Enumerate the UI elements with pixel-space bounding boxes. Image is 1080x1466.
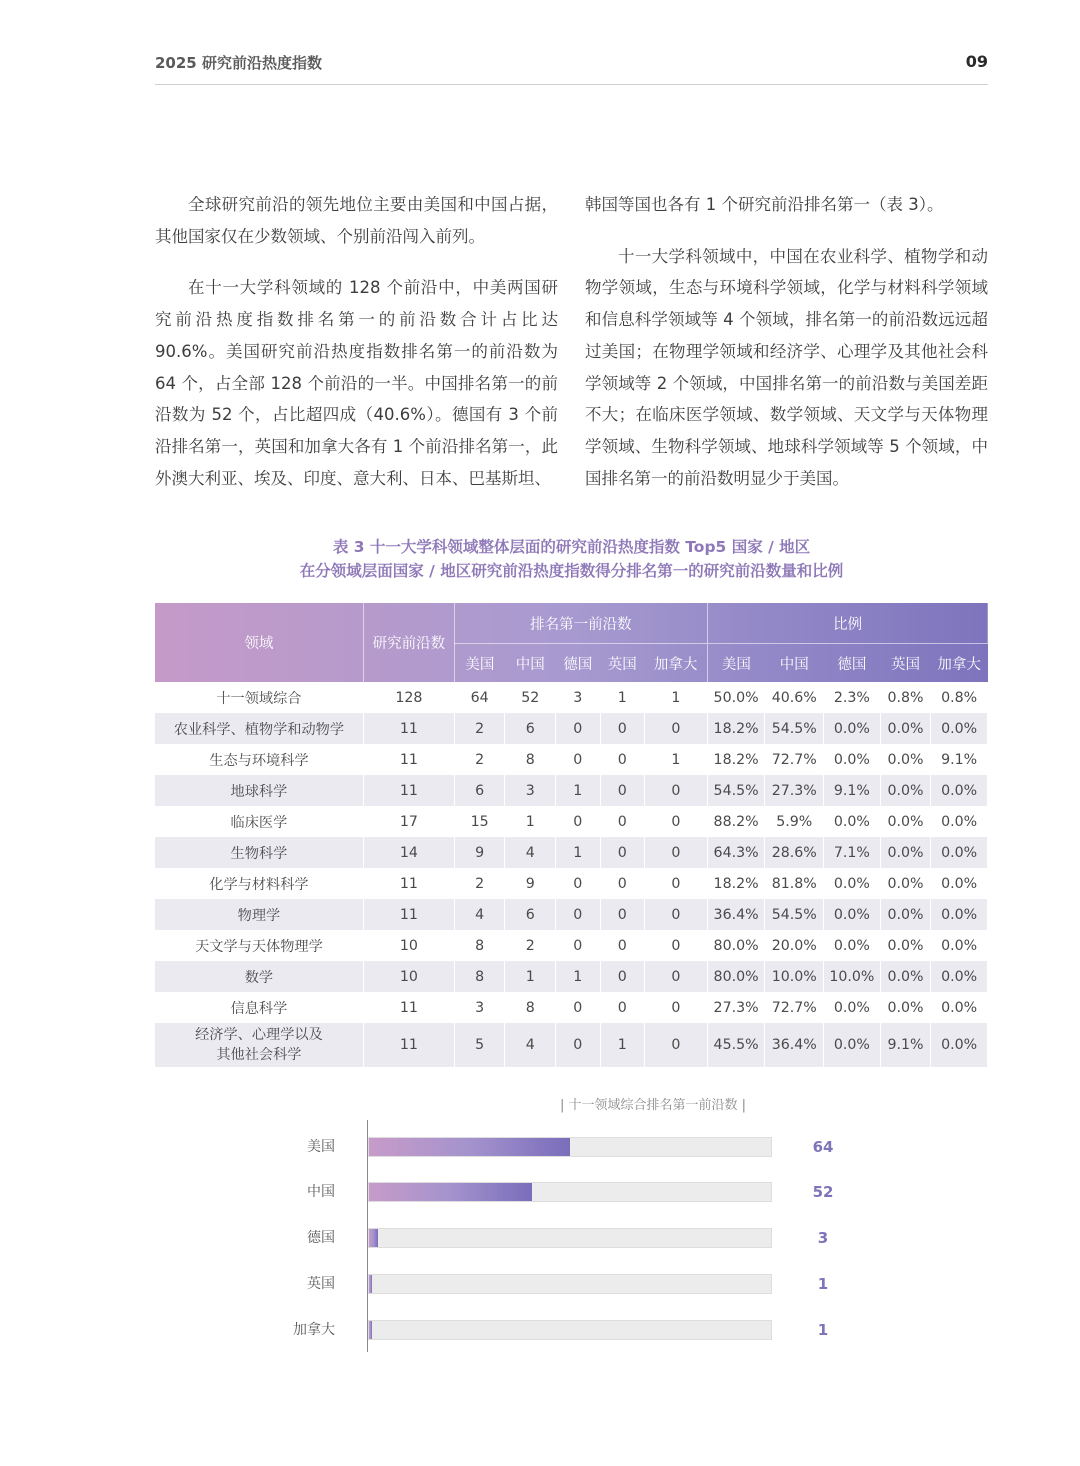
ratio-cell: 0.0% [931, 899, 988, 930]
ratio-cell: 0.0% [880, 961, 931, 992]
bar-track [368, 1228, 772, 1248]
header-country: 中国 [765, 644, 824, 683]
total-cell: 14 [363, 837, 454, 868]
table-row [155, 868, 988, 899]
ratio-cell: 80.0% [707, 930, 765, 961]
ratio-cell: 0.0% [880, 744, 931, 775]
count-cell: 1 [505, 806, 556, 837]
chart-title: | 十一领域综合排名第一前沿数 | [560, 1098, 747, 1113]
bar-category-label: 中国 [307, 1184, 335, 1200]
count-cell: 0 [556, 930, 601, 961]
bar [369, 1321, 372, 1339]
bar-row [0, 1182, 1080, 1202]
count-cell: 0 [645, 961, 708, 992]
ratio-cell: 9.1% [880, 1023, 931, 1067]
count-cell: 1 [645, 744, 708, 775]
ratio-cell: 0.0% [880, 899, 931, 930]
paragraph: 在十一大学科领域的 128 个前沿中，中美两国研究前沿热度指数排名第一的前沿数合计占比达 90.6%。美国研究前沿热度指数排名第一的前沿数为 64 个，占全部 128 个前沿的一半。中国排名第一的前沿数为 52 个，占比超四成（40.6%）。德国有 3 个前沿排名第一，英国和加拿大各有 1 个前沿排名第一，此外澳大利亚、埃及、印度、意大利、日本、巴基斯坦、 [155, 278, 558, 488]
total-cell: 11 [363, 1023, 454, 1067]
ratio-cell: 50.0% [707, 682, 765, 713]
table-row [155, 682, 988, 713]
bar-value-label: 1 [817, 1321, 829, 1339]
ratio-cell: 18.2% [707, 744, 765, 775]
count-cell: 8 [454, 961, 505, 992]
count-cell: 0 [556, 899, 601, 930]
count-cell: 0 [600, 868, 645, 899]
ratio-cell: 0.0% [880, 837, 931, 868]
bar-value-label: 3 [817, 1229, 829, 1247]
count-cell: 0 [556, 992, 601, 1023]
total-cell: 11 [363, 899, 454, 930]
field-cell: 化学与材料科学 [155, 868, 363, 899]
total-cell: 11 [363, 713, 454, 744]
bar-track [368, 1274, 772, 1294]
ratio-cell: 0.0% [880, 930, 931, 961]
ratio-cell: 0.0% [931, 930, 988, 961]
count-cell: 1 [556, 961, 601, 992]
field-cell: 经济学、心理学以及 其他社会科学 [155, 1023, 363, 1067]
total-cell: 11 [363, 992, 454, 1023]
paragraph: 全球研究前沿的领先地位主要由美国和中国占据，其他国家仅在少数领域、个别前沿闯入前列。 [155, 195, 558, 246]
paragraph: 十一大学科领域中，中国在农业科学、植物学和动物学领域，生态与环境科学领域，化学与材料科学领域和信息科学领域等 4 个领域，排名第一的前沿数远远超过美国；在物理学领域和经济学、心理学及其他社会科学领域等 2 个领域，中国排名第一的前沿数与美国差距不大；在临床医学领域、数学领域、天文学与天体物理学领域、生物科学领域、地球科学领域等 5 个领域，中国排名第一的前沿数明显少于美国。 [585, 246, 988, 488]
report-title: 2025 研究前沿热度指数 [155, 54, 322, 72]
count-cell: 2 [454, 713, 505, 744]
count-cell: 2 [505, 930, 556, 961]
count-cell: 1 [556, 775, 601, 806]
header-group-ratio: 比例 [833, 616, 863, 633]
count-cell: 0 [645, 1023, 708, 1067]
ratio-cell: 0.0% [880, 713, 931, 744]
count-cell: 0 [600, 713, 645, 744]
bar-category-label: 德国 [307, 1230, 335, 1246]
ratio-cell: 7.1% [824, 837, 881, 868]
ratio-cell: 0.0% [824, 899, 881, 930]
count-cell: 8 [505, 744, 556, 775]
bar-category-label: 加拿大 [293, 1322, 335, 1338]
paragraph: 韩国等国也各有 1 个研究前沿排名第一（表 3）。 [585, 195, 944, 214]
header-count: 研究前沿数 [363, 603, 454, 682]
table-row [155, 837, 988, 868]
total-cell: 11 [363, 868, 454, 899]
count-cell: 1 [600, 1023, 645, 1067]
count-cell: 1 [645, 682, 708, 713]
table-caption [155, 535, 988, 583]
header-country: 英国 [600, 644, 645, 683]
count-cell: 0 [645, 775, 708, 806]
header-country: 中国 [505, 644, 556, 683]
count-cell: 0 [600, 744, 645, 775]
ratio-cell: 0.0% [824, 806, 881, 837]
body-column-left [155, 189, 558, 514]
table-caption-line: 表 3 十一大学科领域整体层面的研究前沿热度指数 Top5 国家 / 地区 [332, 538, 811, 556]
count-cell: 0 [645, 868, 708, 899]
field-cell: 生态与环境科学 [155, 744, 363, 775]
bar [369, 1183, 532, 1201]
header-country: 加拿大 [931, 644, 988, 683]
header-country: 德国 [556, 644, 601, 683]
header-country: 加拿大 [645, 644, 708, 683]
count-cell: 0 [600, 775, 645, 806]
header-country: 美国 [454, 644, 505, 683]
header-country: 德国 [824, 644, 881, 683]
count-cell: 0 [556, 744, 601, 775]
count-cell: 1 [556, 837, 601, 868]
field-cell: 农业科学、植物学和动物学 [155, 713, 363, 744]
field-cell: 十一领域综合 [155, 682, 363, 713]
ratio-cell: 20.0% [765, 930, 824, 961]
count-cell: 4 [454, 899, 505, 930]
count-cell: 0 [556, 806, 601, 837]
count-cell: 0 [645, 992, 708, 1023]
bar-track [368, 1137, 772, 1157]
count-cell: 0 [645, 806, 708, 837]
table-row [155, 806, 988, 837]
count-cell: 0 [556, 713, 601, 744]
count-cell: 3 [505, 775, 556, 806]
table-3 [155, 603, 988, 1067]
bar-row [0, 1228, 1080, 1248]
ratio-cell: 0.0% [824, 1023, 881, 1067]
bar-row [0, 1274, 1080, 1294]
bar-category-label: 英国 [307, 1276, 335, 1292]
count-cell: 8 [505, 992, 556, 1023]
count-cell: 0 [645, 930, 708, 961]
table-row [155, 1023, 988, 1067]
ratio-cell: 54.5% [765, 899, 824, 930]
ratio-cell: 5.9% [765, 806, 824, 837]
total-cell: 10 [363, 930, 454, 961]
field-cell: 数学 [155, 961, 363, 992]
count-cell: 6 [505, 713, 556, 744]
ratio-cell: 0.0% [824, 930, 881, 961]
bar-category-label: 美国 [307, 1139, 335, 1155]
count-cell: 0 [600, 899, 645, 930]
table-row [155, 930, 988, 961]
count-cell: 0 [556, 1023, 601, 1067]
ratio-cell: 0.0% [880, 868, 931, 899]
ratio-cell: 64.3% [707, 837, 765, 868]
data-table [155, 603, 988, 1067]
total-cell: 128 [363, 682, 454, 713]
field-cell: 天文学与天体物理学 [155, 930, 363, 961]
total-cell: 17 [363, 806, 454, 837]
table-row [155, 744, 988, 775]
field-cell: 信息科学 [155, 992, 363, 1023]
bar-row [0, 1320, 1080, 1340]
bar-track [368, 1182, 772, 1202]
count-cell: 1 [505, 961, 556, 992]
ratio-cell: 0.0% [931, 868, 988, 899]
count-cell: 4 [505, 1023, 556, 1067]
ratio-cell: 9.1% [931, 744, 988, 775]
bar-value-label: 64 [812, 1138, 834, 1156]
ratio-cell: 18.2% [707, 713, 765, 744]
count-cell: 0 [600, 930, 645, 961]
ratio-cell: 54.5% [765, 713, 824, 744]
table-row [155, 775, 988, 806]
field-cell: 临床医学 [155, 806, 363, 837]
ratio-cell: 0.0% [880, 775, 931, 806]
count-cell: 0 [645, 899, 708, 930]
count-cell: 0 [645, 713, 708, 744]
ratio-cell: 0.0% [931, 837, 988, 868]
bar-value-label: 1 [817, 1275, 829, 1293]
body-column-right [585, 189, 988, 514]
count-cell: 5 [454, 1023, 505, 1067]
ratio-cell: 27.3% [765, 775, 824, 806]
table-header [155, 603, 988, 682]
count-cell: 52 [505, 682, 556, 713]
count-cell: 2 [454, 868, 505, 899]
ratio-cell: 81.8% [765, 868, 824, 899]
ratio-cell: 27.3% [707, 992, 765, 1023]
ratio-cell: 28.6% [765, 837, 824, 868]
count-cell: 15 [454, 806, 505, 837]
ratio-cell: 54.5% [707, 775, 765, 806]
total-cell: 10 [363, 961, 454, 992]
ratio-cell: 0.0% [824, 744, 881, 775]
count-cell: 9 [505, 868, 556, 899]
table-body [155, 682, 988, 1067]
ratio-cell: 36.4% [707, 899, 765, 930]
field-cell: 生物科学 [155, 837, 363, 868]
ratio-cell: 0.0% [880, 992, 931, 1023]
ratio-cell: 18.2% [707, 868, 765, 899]
ratio-cell: 88.2% [707, 806, 765, 837]
bar-track [368, 1320, 772, 1340]
table-row [155, 899, 988, 930]
page-number: 09 [965, 52, 988, 71]
count-cell: 8 [454, 930, 505, 961]
ratio-cell: 0.8% [931, 682, 988, 713]
count-cell: 1 [600, 682, 645, 713]
table-row [155, 992, 988, 1023]
table-caption-line: 在分领域层面国家 / 地区研究前沿热度指数得分排名第一的研究前沿数量和比例 [299, 562, 844, 580]
ratio-cell: 40.6% [765, 682, 824, 713]
total-cell: 11 [363, 744, 454, 775]
count-cell: 0 [600, 806, 645, 837]
ratio-cell: 80.0% [707, 961, 765, 992]
total-cell: 11 [363, 775, 454, 806]
ratio-cell: 0.0% [880, 806, 931, 837]
table-row [155, 961, 988, 992]
ratio-cell: 0.0% [931, 961, 988, 992]
bar [369, 1229, 378, 1247]
count-cell: 64 [454, 682, 505, 713]
count-cell: 0 [600, 961, 645, 992]
ratio-cell: 10.0% [824, 961, 881, 992]
field-cell: 地球科学 [155, 775, 363, 806]
bar [369, 1138, 570, 1156]
count-cell: 0 [556, 868, 601, 899]
ratio-cell: 36.4% [765, 1023, 824, 1067]
ratio-cell: 0.0% [824, 992, 881, 1023]
count-cell: 4 [505, 837, 556, 868]
count-cell: 0 [600, 837, 645, 868]
page-header [155, 50, 988, 85]
ratio-cell: 9.1% [824, 775, 881, 806]
count-cell: 3 [454, 992, 505, 1023]
count-cell: 6 [454, 775, 505, 806]
ratio-cell: 45.5% [707, 1023, 765, 1067]
count-cell: 3 [556, 682, 601, 713]
ratio-cell: 10.0% [765, 961, 824, 992]
table-row [155, 713, 988, 744]
header-field: 领域 [155, 603, 363, 682]
bar-value-label: 52 [812, 1183, 834, 1201]
bar [369, 1275, 372, 1293]
header-country: 英国 [880, 644, 931, 683]
count-cell: 2 [454, 744, 505, 775]
count-cell: 6 [505, 899, 556, 930]
ratio-cell: 0.0% [931, 806, 988, 837]
count-cell: 0 [600, 992, 645, 1023]
field-cell: 物理学 [155, 899, 363, 930]
ratio-cell: 72.7% [765, 744, 824, 775]
ratio-cell: 0.0% [824, 713, 881, 744]
ratio-cell: 0.0% [824, 868, 881, 899]
count-cell: 0 [645, 837, 708, 868]
ratio-cell: 0.8% [880, 682, 931, 713]
ratio-cell: 72.7% [765, 992, 824, 1023]
ratio-cell: 2.3% [824, 682, 881, 713]
ratio-cell: 0.0% [931, 1023, 988, 1067]
count-cell: 9 [454, 837, 505, 868]
bar-row [0, 1137, 1080, 1157]
header-country: 美国 [707, 644, 765, 683]
header-group-rank: 排名第一前沿数 [454, 603, 707, 644]
ratio-cell: 0.0% [931, 992, 988, 1023]
ratio-cell: 0.0% [931, 775, 988, 806]
ratio-cell: 0.0% [931, 713, 988, 744]
